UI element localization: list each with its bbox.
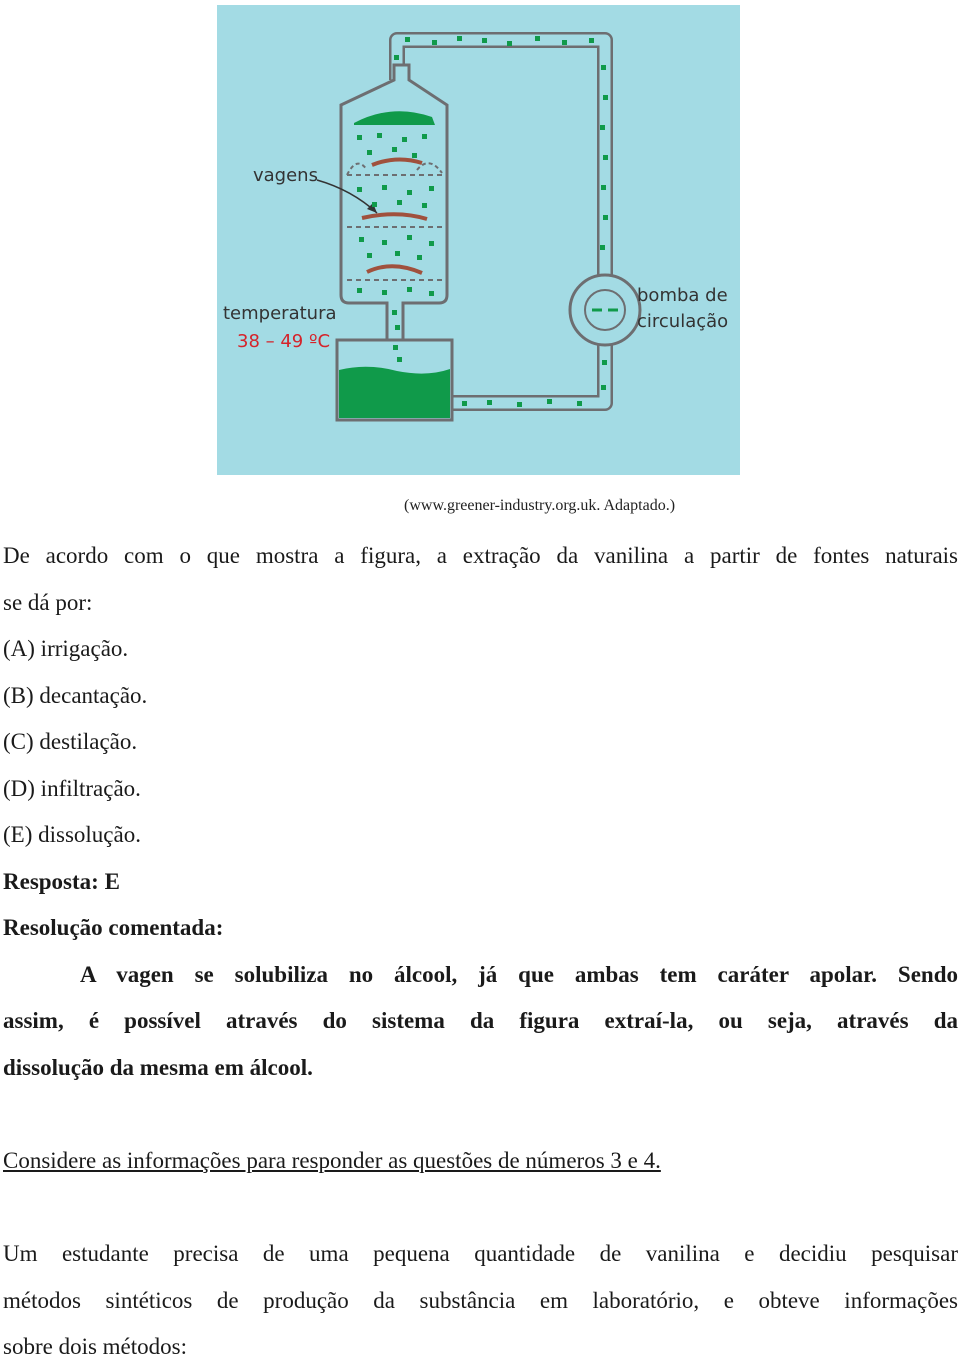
resolution-line-2: assim, é possível através do sistema da figura extraí-la, ou seja, através da bbox=[3, 1008, 958, 1033]
label-bomba-line2: circulação bbox=[637, 311, 729, 332]
option-c: (C) destilação. bbox=[3, 729, 138, 754]
paragraph-line-1: Um estudante precisa de uma pequena quantidade de vanilina e decidiu pesquisar bbox=[3, 1241, 958, 1266]
flask-liquid bbox=[339, 367, 450, 418]
option-e: (E) dissolução. bbox=[3, 822, 141, 847]
resolution-heading: Resolução comentada: bbox=[3, 915, 224, 940]
question-line-1: De acordo com o que mostra a figura, a extração da vanilina a partir de fontes naturais bbox=[3, 543, 958, 568]
extraction-column bbox=[341, 65, 447, 340]
option-d: (D) infiltração. bbox=[3, 776, 141, 801]
extraction-diagram bbox=[217, 5, 740, 475]
label-temperatura: temperatura bbox=[223, 303, 337, 324]
figure-source: (www.greener-industry.org.uk. Adaptado.) bbox=[404, 497, 676, 514]
resolution-line-3: dissolução da mesma em álcool. bbox=[3, 1055, 313, 1080]
pump-inner bbox=[585, 290, 625, 330]
consider-note: Considere as informações para responder as questões de números 3 e 4. bbox=[3, 1148, 661, 1173]
label-bomba-line1: bomba de bbox=[637, 285, 728, 306]
answer: Resposta: E bbox=[3, 869, 120, 894]
option-a: (A) irrigação. bbox=[3, 636, 129, 661]
question-line-2: se dá por: bbox=[3, 590, 93, 615]
apparatus-drawing bbox=[217, 5, 740, 475]
paragraph-line-3: sobre dois métodos: bbox=[3, 1334, 187, 1359]
paragraph-line-2: métodos sintéticos de produção da substância em laboratório, e obteve informações bbox=[3, 1288, 958, 1313]
resolution-line-1: A vagen se solubiliza no álcool, já que ambas tem caráter apolar. Sendo bbox=[80, 962, 958, 987]
label-temperature-range: 38 – 49 ºC bbox=[237, 331, 331, 352]
label-vagens: vagens bbox=[253, 165, 318, 186]
option-b: (B) decantação. bbox=[3, 683, 148, 708]
